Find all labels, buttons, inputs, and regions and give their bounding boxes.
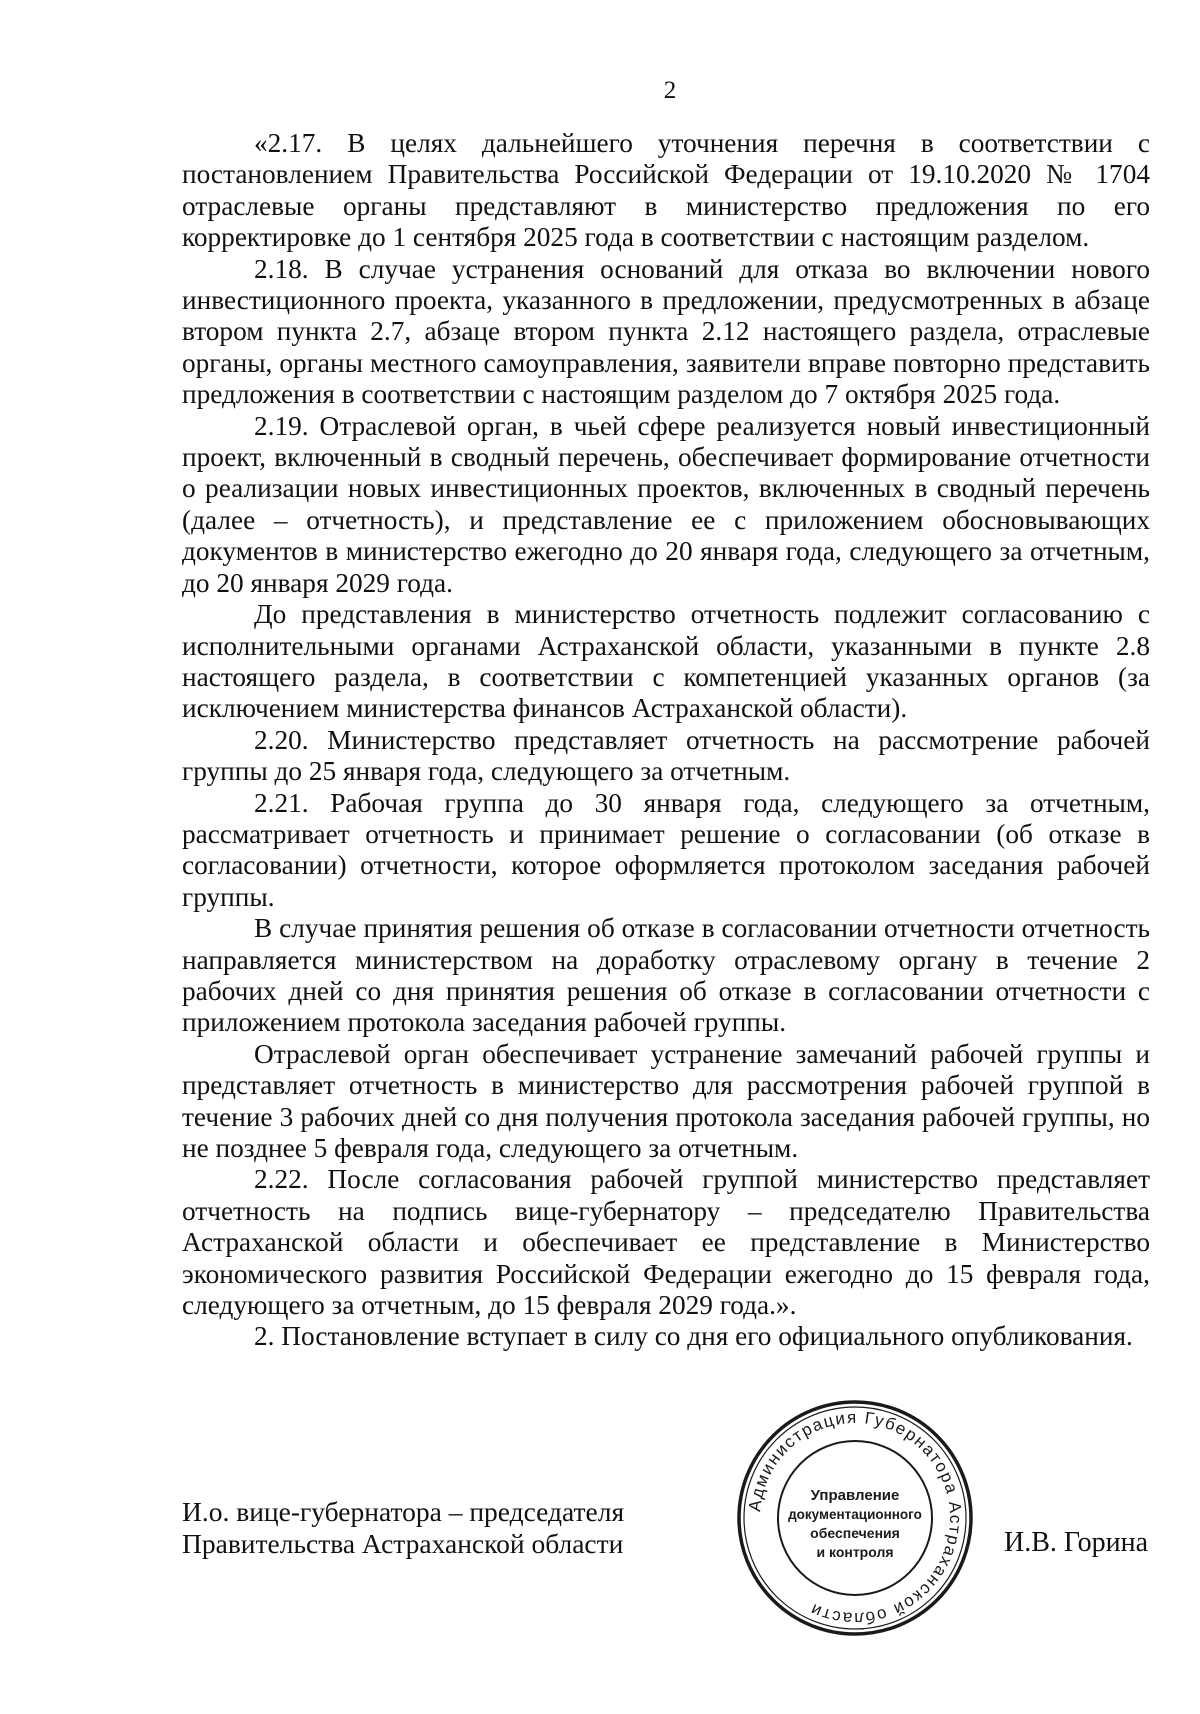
page-number: 2 (663, 77, 677, 104)
stamp-center-line-1: Управление (810, 1487, 900, 1504)
stamp-center-line-2: документационного (788, 1507, 922, 1522)
paragraph-2-17: «2.17. В целях дальнейшего уточнения перечня в соответствии с постановлением Правительства Российской Федерации от 19.10.2020 № 1704 отраслевые органы представляют в министерство предложения по его корректировке до 1 сентября 2025 года в соответствии с настоящим разделом. (182, 128, 1150, 253)
paragraph-2-21-refusal: В случае принятия решения об отказе в согласовании отчетности отчетность направляется министерством на доработку отраслевому органу в течение 2 рабочих дней со дня принятия решения об отказе в согласовании отчетности с приложением протокола заседания рабочей группы. (182, 913, 1150, 1038)
document-body (182, 128, 1150, 1353)
stamp-center-line-3: обеспечения (810, 1525, 900, 1541)
paragraph-2-21: 2.21. Рабочая группа до 30 января года, следующего за отчетным, рассматривает отчетность и принимает решение о согласовании (об отказе в согласовании) отчетности, которое оформляется протоколом заседания рабочей группы. (182, 787, 1150, 912)
paragraph-2-22: 2.22. После согласования рабочей группой министерство представляет отчетность на подпись вице-губернатору – председателю Правительства Астраханской области и обеспечивает ее представление в Министерство экономического развития Российской Федерации ежегодно до 15 февраля года, следующего за отчетным, до 15 февраля 2029 года.». (182, 1164, 1150, 1321)
signatory-name: И.В. Горина (1004, 1527, 1149, 1558)
paragraph-2-20: 2.20. Министерство представляет отчетность на рассмотрение рабочей группы до 25 января года, следующего за отчетным. (182, 724, 1150, 787)
paragraph-2-18: 2.18. В случае устранения оснований для отказа во включении нового инвестиционного проекта, указанного в предложении, предусмотренных в абзаце втором пункта 2.7, абзаце втором пункта 2.12 настоящего раздела, отраслевые органы, органы местного самоуправления, заявители вправе повторно представить предложения в соответствии с настоящим разделом до 7 октября 2025 года. (182, 253, 1150, 410)
paragraph-2-19-approval: До представления в министерство отчетность подлежит согласованию с исполнительными органами Астраханской области, указанными в пункте 2.8 настоящего раздела, в соответствии с компетенцией указанных органов (за исключением министерства финансов Астраханской области). (182, 599, 1150, 724)
stamp-center-line-4: и контроля (816, 1544, 894, 1560)
paragraph-2-19: 2.19. Отраслевой орган, в чьей сфере реализуется новый инвестиционный проект, включенный в сводный перечень, обеспечивает формирование отчетности о реализации новых инвестиционных проектов, включенных в сводный перечень (далее – отчетность), и представление ее с приложением обосновывающих документов в министерство ежегодно до 20 января года, следующего за отчетным, до 20 января 2029 года. (182, 410, 1150, 598)
signatory-position-line2: Правительства Астраханской области (182, 1528, 624, 1559)
signatory-position-line1: И.о. вице-губернатора – председателя (182, 1496, 625, 1527)
paragraph-effective-date: 2. Постановление вступает в силу со дня его официального опубликования. (254, 1321, 1133, 1352)
stamp-ring-text: Администрация Губернатора Астраханской области (745, 1407, 966, 1629)
official-stamp (735, 1398, 975, 1638)
paragraph-2-21-corrections: Отраслевой орган обеспечивает устранение замечаний рабочей группы и представляет отчетность в министерство для рассмотрения рабочей группой в течение 3 рабочих дней со дня получения протокола заседания рабочей группы, но не позднее 5 февраля года, следующего за отчетным. (182, 1038, 1150, 1163)
stamp-seal-icon (735, 1398, 975, 1638)
signatory-position (182, 1496, 624, 1560)
